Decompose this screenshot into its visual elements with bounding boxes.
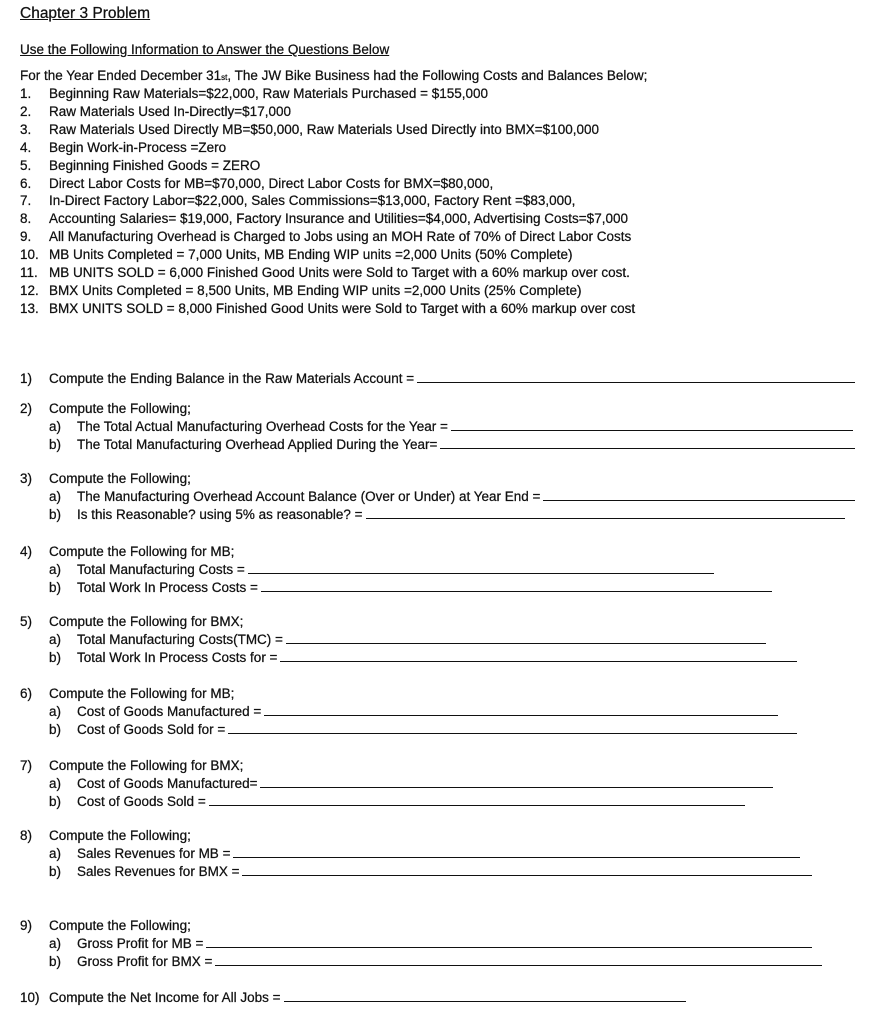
question-text: Compute the Net Income for All Jobs = [49, 990, 281, 1005]
fact-text: In-Direct Factory Labor=$22,000, Sales Commissions=$13,000, Factory Rent =$83,000, [49, 193, 576, 209]
question-2 [20, 400, 191, 417]
question-8 [20, 827, 191, 844]
fact-item [20, 121, 599, 138]
question-6 [20, 685, 234, 702]
intro-before: For the Year Ended December 31 [20, 68, 222, 83]
answer-blank[interactable] [451, 419, 853, 431]
question-text: Compute the Following for MB; [49, 544, 235, 559]
question-text: Compute the Following; [49, 828, 191, 843]
part-letter: a) [49, 562, 62, 577]
answer-blank[interactable] [366, 507, 845, 519]
fact-text: Raw Materials Used Directly MB=$50,000, Raw Materials Used Directly into BMX=$100,000 [49, 121, 599, 137]
question-2-part-a [49, 418, 853, 435]
question-text: Compute the Following for BMX; [49, 614, 244, 629]
answer-blank[interactable] [264, 704, 778, 716]
part-text: Sales Revenues for MB = [77, 846, 231, 861]
fact-text: BMX UNITS SOLD = 8,000 Finished Good Units were Sold to Target with a 60% markup over cost [49, 300, 636, 316]
answer-blank[interactable] [286, 632, 766, 644]
part-letter: b) [49, 437, 62, 452]
answer-blank[interactable] [206, 936, 812, 948]
question-8-part-a [49, 845, 800, 862]
fact-number: 11. [20, 265, 38, 280]
fact-item [20, 157, 260, 174]
fact-item [20, 192, 575, 209]
question-text: Compute the Following; [49, 471, 191, 486]
part-letter: a) [49, 489, 62, 504]
fact-number: 5. [20, 157, 32, 173]
part-text: Total Work In Process Costs for = [77, 650, 278, 665]
fact-number: 7. [20, 193, 32, 209]
question-10 [20, 989, 686, 1006]
part-text: Cost of Goods Sold for = [77, 722, 226, 737]
fact-number: 8. [20, 211, 32, 227]
fact-number: 9. [20, 229, 32, 245]
question-text: Compute the Following; [49, 918, 191, 933]
question-number: 4) [20, 544, 33, 559]
fact-text: Raw Materials Used In-Directly=$17,000 [49, 103, 291, 119]
part-text: The Manufacturing Overhead Account Balance (Over or Under) at Year End = [77, 489, 541, 504]
answer-blank[interactable] [284, 990, 687, 1002]
question-3-part-a [49, 488, 855, 505]
question-4-part-b [49, 579, 772, 596]
question-text: Compute the Ending Balance in the Raw Materials Account = [49, 371, 415, 386]
question-text: Compute the Following for MB; [49, 686, 235, 701]
question-number: 3) [20, 471, 33, 486]
part-text: Total Work In Process Costs = [77, 580, 258, 595]
question-7-part-a [49, 775, 773, 792]
part-text: Gross Profit for BMX = [77, 954, 213, 969]
fact-text: Beginning Raw Materials=$22,000, Raw Materials Purchased = $155,000 [49, 86, 489, 101]
fact-text: Accounting Salaries= $19,000, Factory Insurance and Utilities=$4,000, Advertising Costs=$7,000 [49, 211, 628, 227]
question-7 [20, 757, 243, 774]
part-letter: b) [49, 864, 62, 879]
answer-blank[interactable] [248, 562, 714, 574]
part-letter: a) [49, 632, 62, 647]
question-text: Compute the Following; [49, 401, 191, 416]
fact-item [20, 175, 493, 192]
question-3-part-b [49, 506, 845, 523]
answer-blank[interactable] [215, 954, 822, 966]
part-letter: a) [49, 419, 62, 434]
part-text: Total Manufacturing Costs = [77, 562, 245, 577]
part-text: The Total Actual Manufacturing Overhead Costs for the Year = [77, 419, 448, 434]
part-text: The Total Manufacturing Overhead Applied During the Year= [77, 437, 438, 452]
answer-blank[interactable] [280, 650, 797, 662]
answer-blank[interactable] [440, 437, 855, 449]
fact-item [20, 228, 631, 245]
question-2-part-b [49, 436, 855, 453]
fact-text: MB Units Completed = 7,000 Units, MB Ending WIP units =2,000 Units (50% Complete) [49, 247, 573, 263]
part-text: Is this Reasonable? using 5% as reasonable? = [77, 507, 363, 522]
question-number: 1) [20, 371, 33, 386]
answer-blank[interactable] [242, 864, 812, 876]
part-letter: a) [49, 936, 62, 951]
question-9-part-b [49, 953, 822, 970]
answer-blank[interactable] [209, 794, 745, 806]
fact-number: 1. [20, 86, 32, 101]
question-3 [20, 470, 191, 487]
fact-text: Beginning Finished Goods = ZERO [49, 157, 261, 173]
fact-number: 10. [20, 247, 39, 263]
part-letter: b) [49, 954, 62, 969]
question-6-part-b [49, 721, 797, 738]
fact-item [20, 139, 226, 156]
question-5-part-a [49, 631, 766, 648]
fact-number: 6. [20, 175, 32, 191]
question-4-part-a [49, 561, 714, 578]
fact-text: All Manufacturing Overhead is Charged to Jobs using an MOH Rate of 70% of Direct Labor Costs [49, 229, 632, 245]
question-number: 5) [20, 614, 33, 629]
fact-text: MB UNITS SOLD = 6,000 Finished Good Units were Sold to Target with a 60% markup over cost. [49, 265, 630, 280]
part-letter: b) [49, 722, 62, 737]
fact-text: BMX Units Completed = 8,500 Units, MB Ending WIP units =2,000 Units (25% Complete) [49, 282, 582, 298]
question-9 [20, 917, 191, 934]
fact-text: Direct Labor Costs for MB=$70,000, Direct Labor Costs for BMX=$80,000, [49, 175, 494, 191]
question-text: Compute the Following for BMX; [49, 758, 244, 773]
part-letter: a) [49, 846, 62, 861]
fact-number: 13. [20, 300, 39, 316]
intro-line: For the Year Ended December 31 st , The JW Bike Business had the Following Costs and Balances Below; [20, 68, 648, 83]
part-text: Gross Profit for MB = [77, 936, 204, 951]
intro-after: , The JW Bike Business had the Following Costs and Balances Below; [227, 68, 648, 83]
fact-item [20, 103, 291, 120]
part-letter: b) [49, 650, 62, 665]
part-letter: a) [49, 704, 62, 719]
answer-blank[interactable] [543, 489, 855, 501]
fact-number: 4. [20, 139, 32, 155]
fact-item [20, 282, 582, 299]
question-7-part-b [49, 793, 745, 810]
fact-item [20, 85, 488, 102]
page-title: Chapter 3 Problem [20, 5, 151, 22]
question-6-part-a [49, 703, 778, 720]
question-number: 6) [20, 686, 33, 701]
fact-number: 12. [20, 282, 39, 298]
part-letter: a) [49, 776, 62, 791]
question-number: 2) [20, 401, 33, 416]
fact-number: 2. [20, 103, 32, 119]
part-letter: b) [49, 507, 62, 522]
fact-text: Begin Work-in-Process =Zero [49, 139, 227, 155]
part-text: Cost of Goods Sold = [77, 794, 206, 809]
part-text: Total Manufacturing Costs(TMC) = [77, 632, 283, 647]
question-number: 10) [20, 990, 40, 1005]
part-letter: b) [49, 794, 62, 809]
fact-item [20, 300, 635, 317]
question-number: 7) [20, 758, 33, 773]
answer-blank[interactable] [233, 846, 800, 858]
question-5-part-b [49, 649, 797, 666]
question-1 [20, 370, 855, 387]
question-9-part-a [49, 935, 812, 952]
question-number: 8) [20, 828, 33, 843]
answer-blank[interactable] [261, 580, 772, 592]
part-text: Cost of Goods Manufactured= [77, 776, 258, 791]
question-8-part-b [49, 863, 812, 880]
fact-item [20, 246, 573, 263]
fact-item [20, 210, 628, 227]
question-4 [20, 543, 234, 560]
answer-blank[interactable] [228, 722, 797, 734]
answer-blank[interactable] [260, 776, 773, 788]
fact-number: 3. [20, 121, 32, 137]
part-text: Cost of Goods Manufactured = [77, 704, 262, 719]
part-letter: b) [49, 580, 62, 595]
question-5 [20, 613, 243, 630]
part-text: Sales Revenues for BMX = [77, 864, 240, 879]
instructions-heading: Use the Following Information to Answer the Questions Below [20, 42, 390, 57]
question-number: 9) [20, 918, 33, 933]
answer-blank[interactable] [417, 371, 855, 383]
fact-item [20, 264, 630, 281]
